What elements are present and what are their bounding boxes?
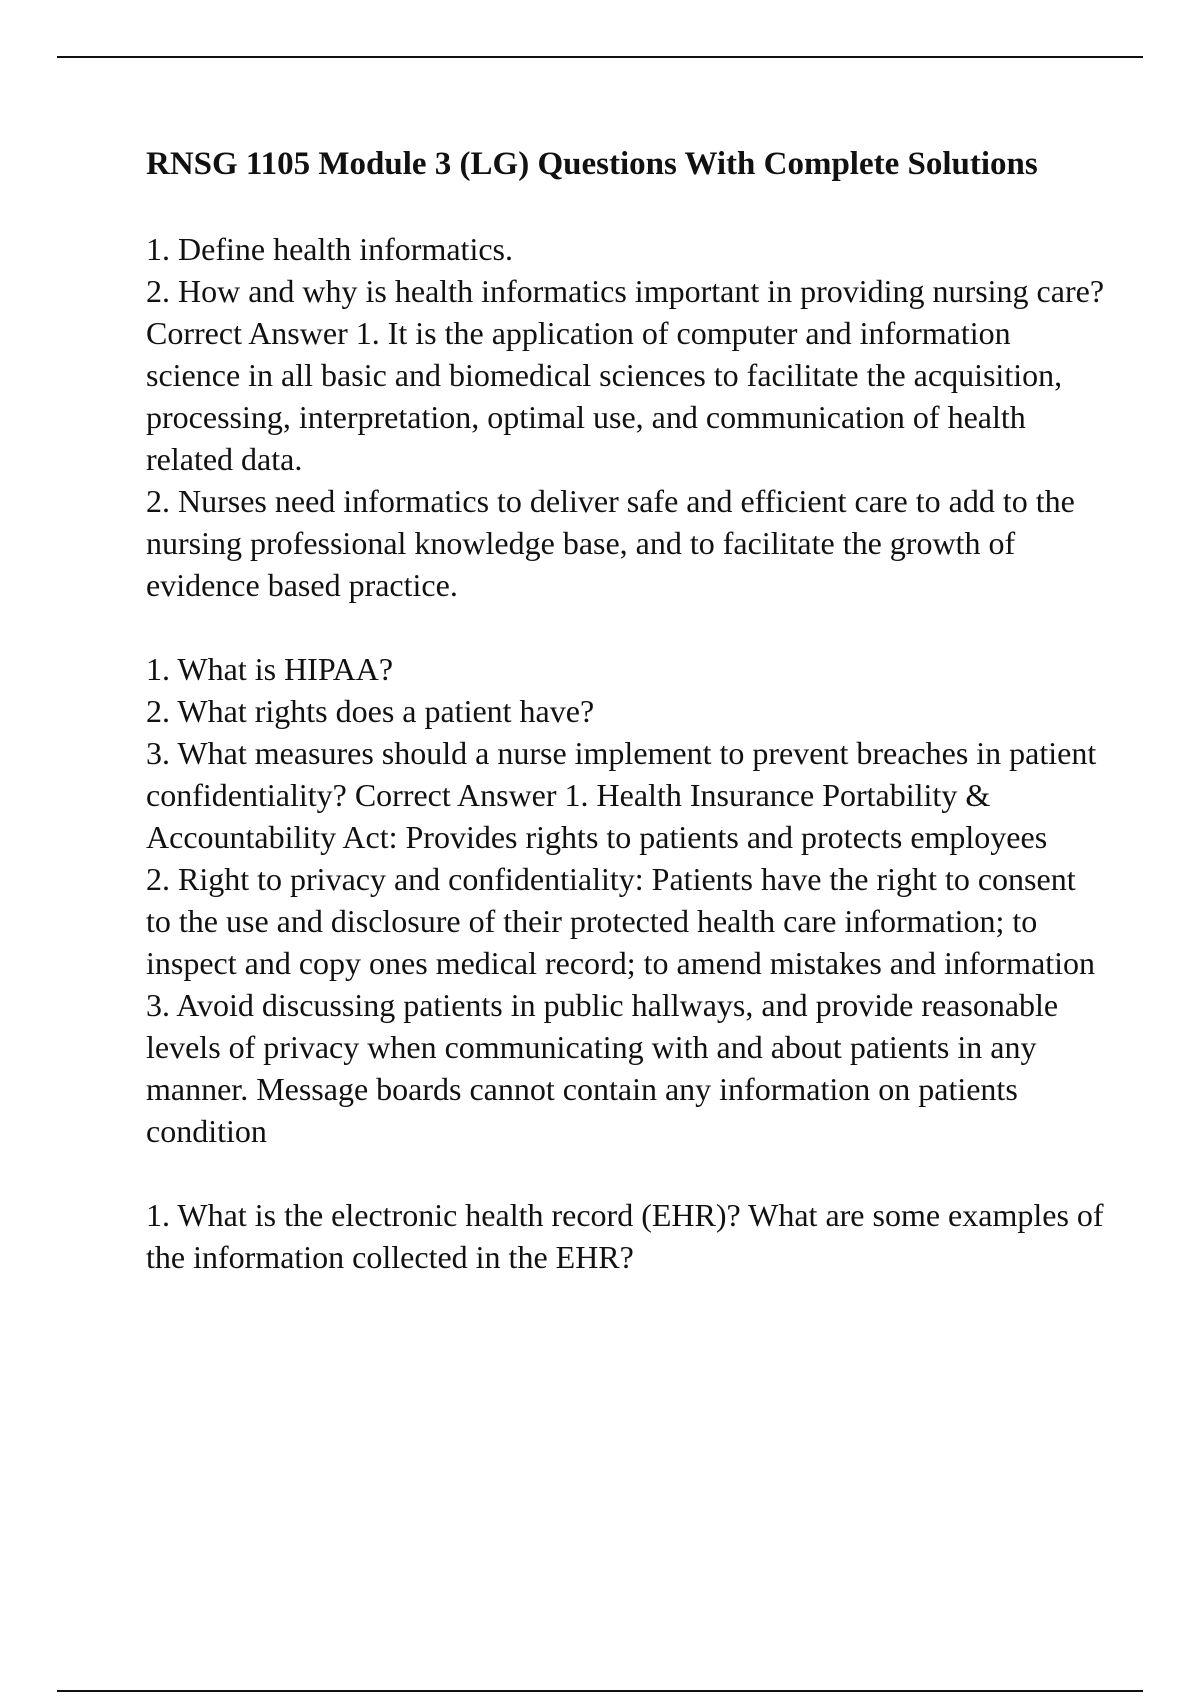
paragraph: 1. Define health informatics. [146,231,513,267]
footer-rule [57,1690,1143,1692]
document-title: RNSG 1105 Module 3 (LG) Questions With Complete Solutions [146,146,1038,182]
paragraph: 1. What is the electronic health record (EHR)? What are some examples of the information collected in the EHR? [146,1197,1104,1275]
document-body [146,143,1106,1278]
paragraph: 3. What measures should a nurse implement to prevent breaches in patient confidentiality? Correct Answer 1. Health Insurance Portability & Accountability Act: Provides rights to patients and protects employees [146,735,1097,855]
paragraph: 2. Right to privacy and confidentiality: Patients have the right to consent to the use and disclosure of their protected health care information; to inspect and copy ones medical record; to amend mistakes and information [146,861,1096,981]
paragraph: 2. Nurses need informatics to deliver safe and efficient care to add to the nursing professional knowledge base, and to facilitate the growth of evidence based practice. [146,483,1075,603]
paragraph: 2. What rights does a patient have? [146,693,595,729]
paragraph: 2. How and why is health informatics important in providing nursing care? Correct Answer 1. It is the application of computer and information science in all basic and biomedical sciences to facilitate the acquisition, processing, interpretation, optimal use, and communication of health related data. [146,273,1105,477]
qa-block-informatics [146,228,1106,606]
paragraph: 3. Avoid discussing patients in public hallways, and provide reasonable levels of privacy when communicating with and about patients in any manner. Message boards cannot contain any information on patients condition [146,987,1059,1149]
qa-block-ehr [146,1194,1106,1278]
paragraph: 1. What is HIPAA? [146,651,394,687]
header-rule [57,56,1143,58]
qa-block-hipaa [146,648,1106,1152]
